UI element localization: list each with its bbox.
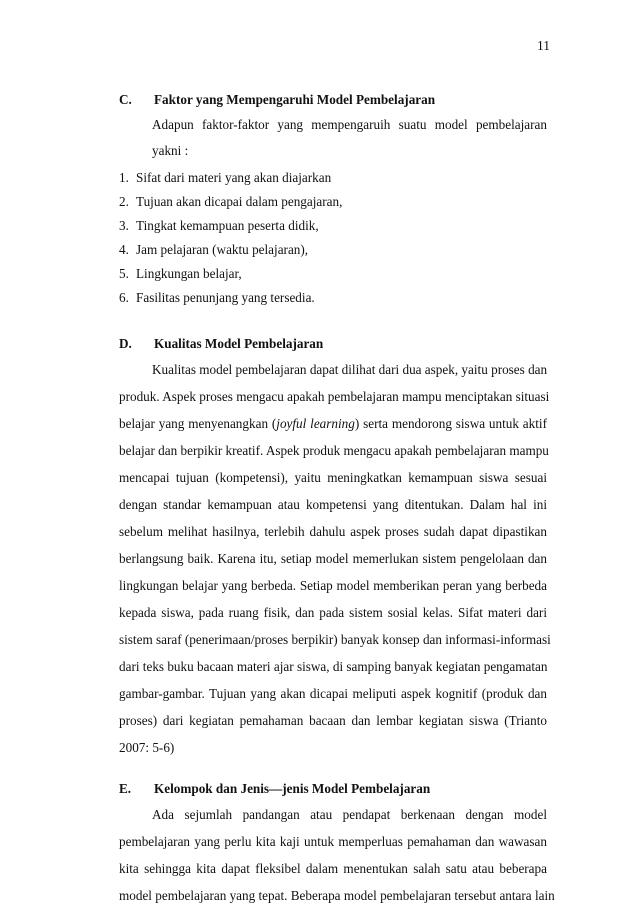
document-body	[119, 88, 555, 909]
list-item-number: 2.	[119, 194, 129, 209]
list-item	[119, 238, 547, 262]
list-item	[119, 166, 547, 190]
paragraph-line: kita sehingga kita dapat fleksibel dalam menentukan salah satu atau beberapa	[119, 861, 547, 876]
paragraph-line: sistem saraf (penerimaan/proses berpikir) banyak konsep dan informasi-informasi	[119, 632, 551, 647]
list-item	[119, 214, 547, 238]
paragraph-line: model pembelajaran yang tepat. Beberapa model pembelajaran tersebut antara lain	[119, 888, 555, 903]
paragraph-line: proses) dari kegiatan pemahaman bacaan dan lembar kegiatan siswa (Trianto	[119, 713, 547, 728]
paragraph-line: dengan standar kemampuan atau kompetensi yang ditentukan. Dalam hal ini	[119, 497, 547, 512]
section-c-letter: C.	[119, 92, 132, 107]
list-item-number: 5.	[119, 266, 129, 281]
list-item	[119, 190, 547, 214]
section-d-heading	[119, 332, 547, 356]
section-c-title: Faktor yang Mempengaruhi Model Pembelajaran	[154, 92, 436, 107]
paragraph-line: 2007: 5-6)	[119, 740, 175, 755]
paragraph-line: produk. Aspek proses mengacu apakah pembelajaran mampu menciptakan situasi	[119, 389, 550, 404]
paragraph-line: dari teks buku bacaan materi ajar siswa, di samping banyak kegiatan pengamatan	[119, 659, 548, 674]
list-item-number: 1.	[119, 170, 129, 185]
list-item-text: Tujuan akan dicapai dalam pengajaran,	[136, 194, 343, 209]
paragraph-line: lingkungan belajar yang berbeda. Setiap model memberikan peran yang berbeda	[119, 578, 547, 593]
list-item-number: 4.	[119, 242, 129, 257]
section-d-title: Kualitas Model Pembelajaran	[154, 336, 324, 351]
list-item-text: Sifat dari materi yang akan diajarkan	[136, 170, 332, 185]
list-item-text: Lingkungan belajar,	[136, 266, 242, 281]
factor-list	[119, 166, 547, 310]
section-e-title: Kelompok dan Jenis—jenis Model Pembelajaran	[154, 781, 431, 796]
list-item-text: Tingkat kemampuan peserta didik,	[136, 218, 319, 233]
list-item-text: Jam pelajaran (waktu pelajaran),	[136, 242, 309, 257]
page-number: 11	[537, 38, 550, 53]
list-item-number: 3.	[119, 218, 129, 233]
list-item-number: 6.	[119, 290, 129, 305]
paragraph-line: gambar-gambar. Tujuan yang akan dicapai meliputi aspek kognitif (produk dan	[119, 686, 547, 701]
list-item	[119, 262, 547, 286]
section-e-letter: E.	[119, 781, 132, 796]
emphasis-joyful-learning: joyful learning	[276, 416, 355, 431]
section-c-heading	[119, 88, 547, 112]
line-part: ) serta mendorong siswa untuk aktif	[354, 416, 547, 431]
paragraph-line: mencapai tujuan (kompetensi), yaitu meningkatkan kemampuan siswa sesuai	[119, 470, 547, 485]
paragraph-line: pembelajaran yang perlu kita kaji untuk memperluas pemahaman dan wawasan	[119, 834, 547, 849]
paragraph-line	[119, 410, 547, 437]
paragraph-line: belajar dan berpikir kreatif. Aspek produk mengacu apakah pembelajaran mampu	[119, 443, 549, 458]
paragraph-line: Ada sejumlah pandangan atau pendapat berkenaan dengan model	[152, 807, 547, 822]
section-e-paragraph	[119, 801, 555, 909]
section-c-intro	[152, 112, 547, 164]
paragraph-line: Kualitas model pembelajaran dapat dilihat dari dua aspek, yaitu proses dan	[152, 362, 548, 377]
line-part: belajar yang menyenangkan (	[119, 416, 277, 431]
paragraph-line: kepada siswa, pada ruang fisik, dan pada sistem sosial kelas. Sifat materi dari	[119, 605, 547, 620]
section-c-intro-line: yakni :	[152, 143, 189, 158]
paragraph-line: sebelum melihat hasilnya, terlebih dahulu aspek proses sudah dapat dipastikan	[119, 524, 547, 539]
section-c-intro-line: Adapun faktor-faktor yang mempengaruih suatu model pembelajaran	[152, 117, 547, 132]
section-e-heading	[119, 777, 547, 801]
section-d-letter: D.	[119, 336, 132, 351]
list-item-text: Fasilitas penunjang yang tersedia.	[136, 290, 315, 305]
list-item	[119, 286, 547, 310]
paragraph-line: berlangsung baik. Karena itu, setiap model memerlukan sistem pengelolaan dan	[119, 551, 547, 566]
section-d-paragraph	[119, 356, 551, 761]
